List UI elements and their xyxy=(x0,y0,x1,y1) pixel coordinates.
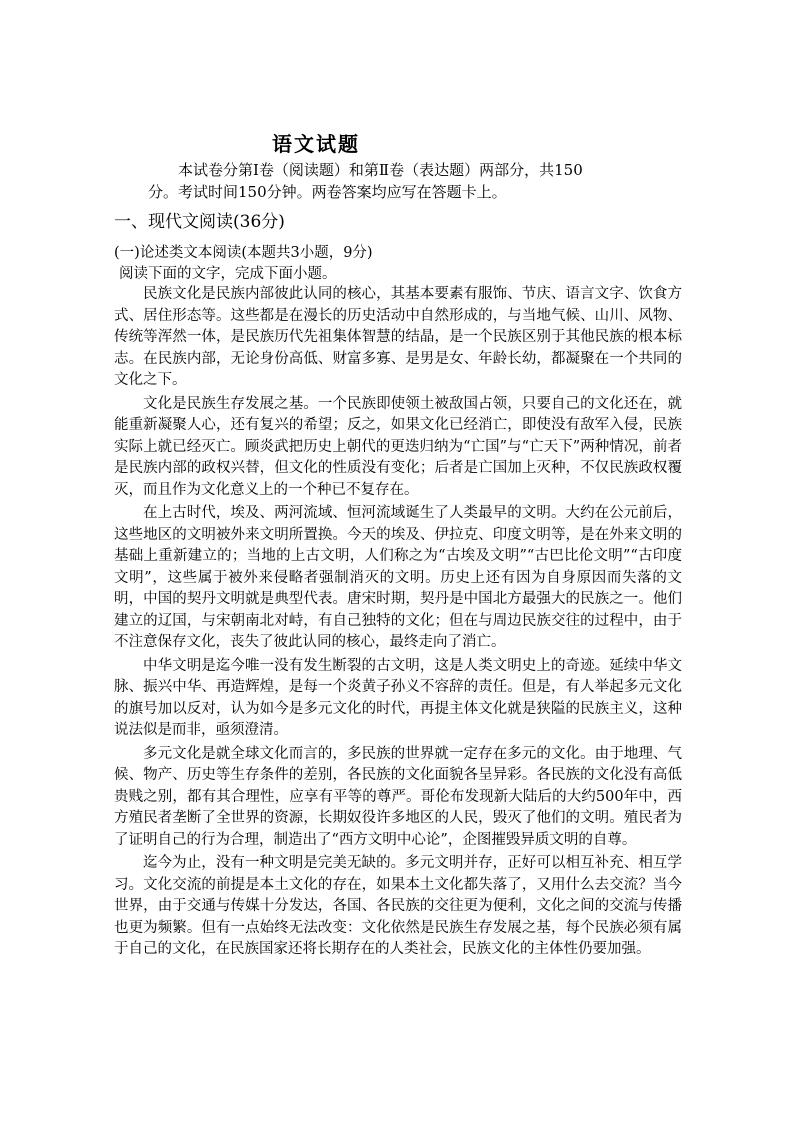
passage-paragraph: 民族文化是民族内部彼此认同的核心，其基本要素有服饰、节庆、语言文字、饮食方式、居住形态等。这些都是在漫长的历史活动中自然形成的，与当地气候、山川、风物、传统等浑然一体，是民族历代先祖集体智慧的结晶，是一个民族区别于其他民族的根本标志。在民族内部，无论身份高低、财富多寡、是男是女、年龄长幼，都凝聚在一个共同的文化之下。 xyxy=(114,286,682,388)
exam-intro xyxy=(148,159,648,203)
exam-title: 语文试题 xyxy=(272,132,360,156)
section-heading: 一、现代文阅读(36分) xyxy=(114,212,285,232)
passage-paragraph: 多元文化是就全球文化而言的，多民族的世界就一定存在多元的文化。由于地理、气候、物产、历史等生存条件的差别，各民族的文化面貌各呈异彩。各民族的文化没有高低贵贱之别，都有其合理性，应享有平等的尊严。哥伦布发现新大陆后的大约500年中，西方殖民者垄断了全世界的资源，长期奴役许多地区的人民，毁灭了他们的文明。殖民者为了证明自己的行为合理，制造出了“西方文明中心论”，企图摧毁异质文明的自尊。 xyxy=(114,745,682,848)
passage-paragraph: 迄今为止，没有一种文明是完美无缺的。多元文明并存，正好可以相互补充、相互学习。文化交流的前提是本土文化的存在，如果本土文化都失落了，又用什么去交流？当今世界，由于交通与传媒十分发达，各国、各民族的交往更为便利，文化之间的交流与传播也更为频繁。但有一点始终无法改变：文化依然是民族生存发展之基，每个民族必须有属于自己的文化，在民族国家还将长期存在的人类社会，民族文化的主体性仍要加强。 xyxy=(114,855,682,957)
passage-paragraph: 在上古时代，埃及、两河流域、恒河流域诞生了人类最早的文明。大约在公元前后，这些地区的文明被外来文明所置换。今天的埃及、伊拉克、印度文明等，是在外来文明的基础上重新建立的；当地的上古文明，人们称之为“古埃及文明”“古巴比伦文明”“古印度文明”，这些属于被外来侵略者强制消灭的文明。历史上还有因为自身原因而失落的文明，中国的契丹文明就是典型代表。唐宋时期，契丹是中国北方最强大的民族之一。他们建立的辽国，与宋朝南北对峙，有自己独特的文化；但在与周边民族交往的过程中，由于不注意保存文化，丧失了彼此认同的核心，最终走向了消亡。 xyxy=(114,505,682,650)
reading-instruction: 阅读下面的文字，完成下面小题。 xyxy=(119,266,337,282)
reading-passage xyxy=(114,284,682,963)
subsection-heading: (一)论述类文本阅读(本题共3小题，9分) xyxy=(114,245,373,261)
passage-paragraph: 中华文明是迄今唯一没有发生断裂的古文明，这是人类文明史上的奇迹。延续中华文脉、振兴中华、再造辉煌，是每一个炎黄子孙义不容辞的责任。但是，有人举起多元文化的旗号加以反对，认为如今是多元文化的时代，再提主体文化就是狭隘的民族主义，这种说法似是而非，亟须澄清。 xyxy=(114,657,682,738)
intro-line-2: 分。考试时间150分钟。两卷答案均应写在答题卡上。 xyxy=(148,183,507,201)
intro-line-1: 本试卷分第Ⅰ卷（阅读题）和第Ⅱ卷（表达题）两部分，共150 xyxy=(178,161,583,179)
passage-paragraph: 文化是民族生存发展之基。一个民族即使领土被敌国占领，只要自己的文化还在，就能重新凝聚人心，还有复兴的希望；反之，如果文化已经消亡，即使没有敌军入侵，民族实际上就已经灭亡。顾炎武把历史上朝代的更迭归纳为“亡国”与“亡天下”两种情况，前者是民族内部的政权兴替，但文化的性质没有变化；后者是亡国加上灭种，不仅民族政权覆灭，而且作为文化意义上的一个种已不复存在。 xyxy=(114,395,682,498)
